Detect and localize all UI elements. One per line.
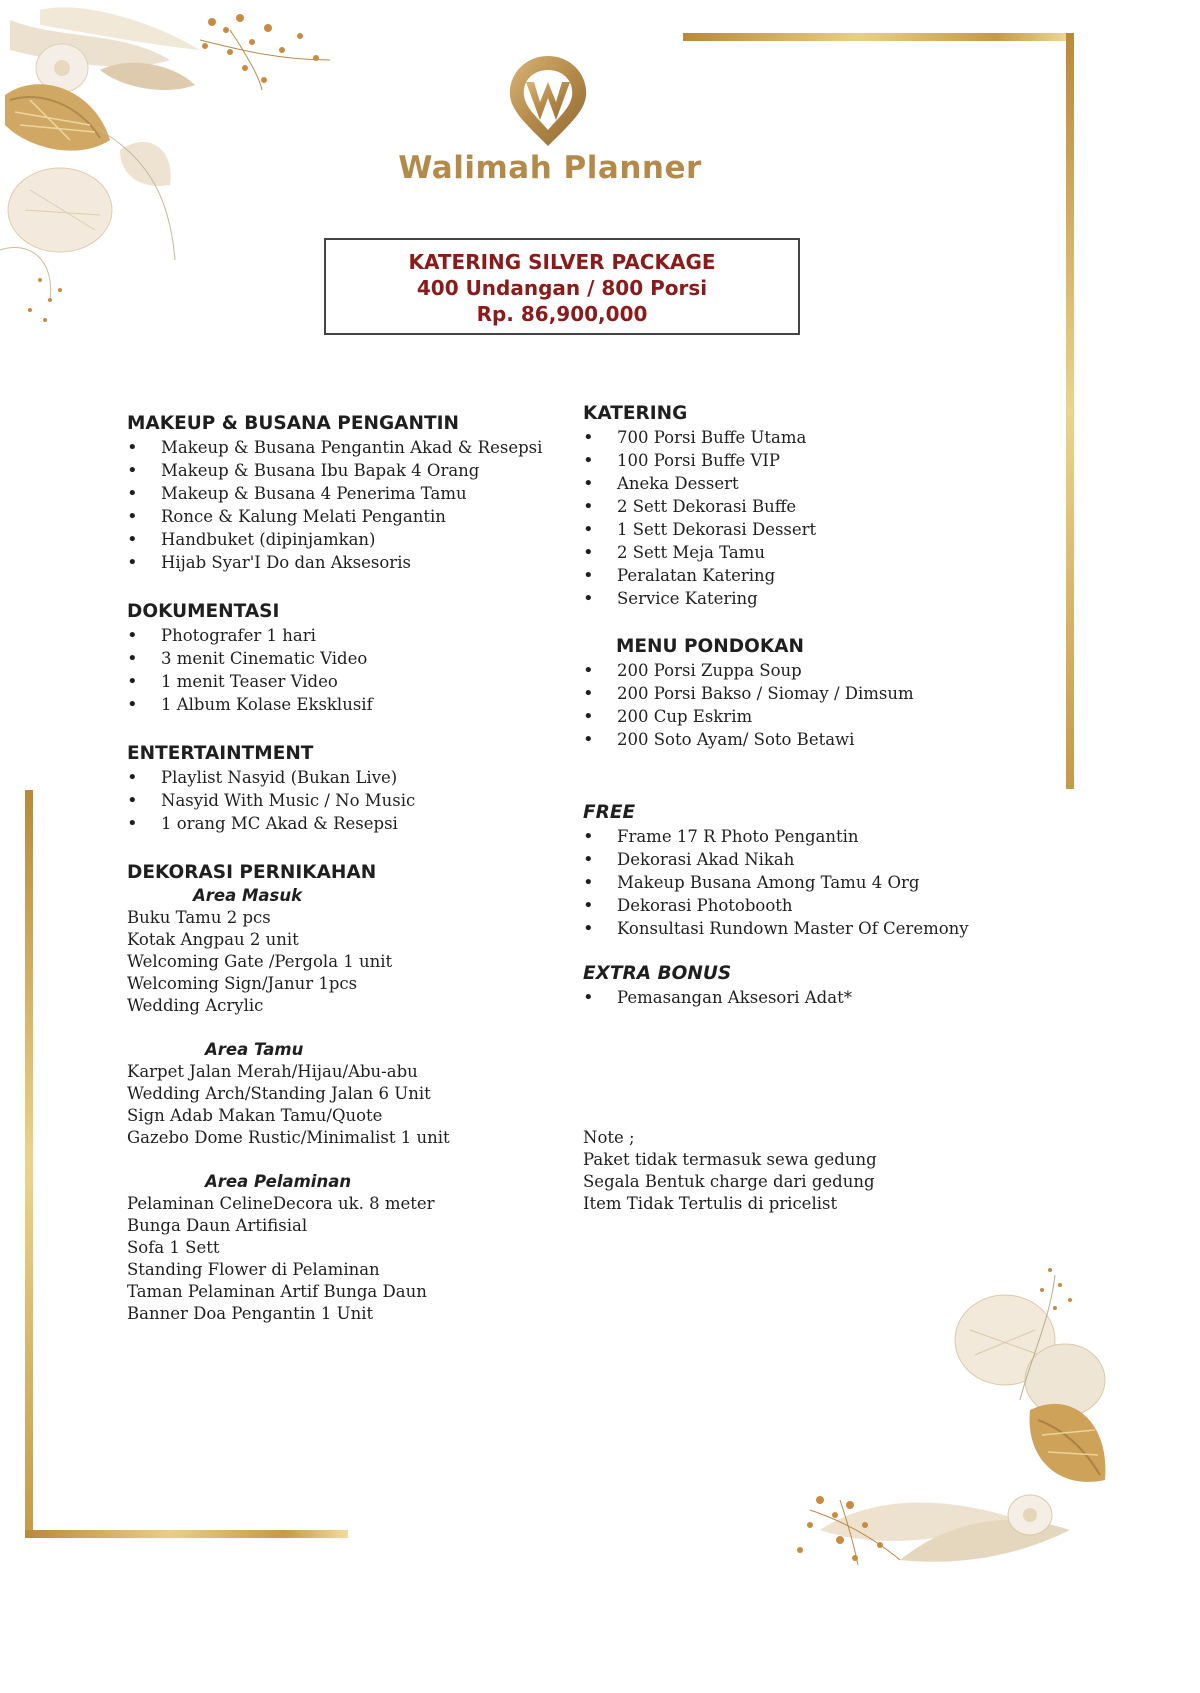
free-heading: FREE <box>583 802 636 823</box>
extra-bonus-heading: EXTRA BONUS <box>583 963 732 984</box>
list-item: Buku Tamu 2 pcs <box>127 908 271 927</box>
list-item: Welcoming Sign/Janur 1pcs <box>127 974 358 993</box>
list-item: • Handbuket (dipinjamkan) <box>127 528 567 551</box>
list-item: • 200 Cup Eskrim <box>583 705 1053 728</box>
note-line: Segala Bentuk charge dari gedung <box>583 1172 875 1191</box>
menu-pondokan-list <box>583 659 1053 751</box>
list-item: • 200 Porsi Bakso / Siomay / Dimsum <box>583 682 1053 705</box>
dekorasi-heading: DEKORASI PERNIKAHAN <box>127 862 377 883</box>
list-item: • Makeup Busana Among Tamu 4 Org <box>583 871 1053 894</box>
list-item: • Aneka Dessert <box>583 472 1053 495</box>
list-item: Sofa 1 Sett <box>127 1238 220 1257</box>
note-title: Note ; <box>583 1128 635 1147</box>
makeup-list <box>127 436 567 574</box>
list-item: • 1 menit Teaser Video <box>127 670 567 693</box>
list-item: • Nasyid With Music / No Music <box>127 789 567 812</box>
makeup-heading: MAKEUP & BUSANA PENGANTIN <box>127 413 459 434</box>
katering-heading: KATERING <box>583 403 688 424</box>
list-item: • Dekorasi Akad Nikah <box>583 848 1053 871</box>
list-item: Taman Pelaminan Artif Bunga Daun <box>127 1282 427 1301</box>
note-line: Item Tidak Tertulis di pricelist <box>583 1194 838 1213</box>
brand-name: Walimah Planner <box>398 150 702 186</box>
area-masuk-title: Area Masuk <box>193 886 303 905</box>
area-tamu-title: Area Tamu <box>205 1040 304 1059</box>
katering-list <box>583 426 1053 610</box>
list-item: Banner Doa Pengantin 1 Unit <box>127 1304 374 1323</box>
frame-left-line <box>25 790 33 1538</box>
list-item: • Peralatan Katering <box>583 564 1053 587</box>
list-item: • 700 Porsi Buffe Utama <box>583 426 1053 449</box>
floral-corner-bottom-right <box>780 1260 1111 1568</box>
list-item: Wedding Arch/Standing Jalan 6 Unit <box>127 1084 431 1103</box>
list-item: • Dekorasi Photobooth <box>583 894 1053 917</box>
walimah-planner-logo-icon <box>500 52 596 148</box>
list-item: • 1 Album Kolase Eksklusif <box>127 693 567 716</box>
note-line: Paket tidak termasuk sewa gedung <box>583 1150 877 1169</box>
left-column <box>127 412 567 1325</box>
list-item: Pelaminan CelineDecora uk. 8 meter <box>127 1194 435 1213</box>
list-item: • Playlist Nasyid (Bukan Live) <box>127 766 567 789</box>
list-item: • 2 Sett Meja Tamu <box>583 541 1053 564</box>
list-item: • Pemasangan Aksesori Adat* <box>583 986 1053 1009</box>
list-item: • Makeup & Busana Pengantin Akad & Resepsi <box>127 436 567 459</box>
list-item: Gazebo Dome Rustic/Minimalist 1 unit <box>127 1128 450 1147</box>
area-pelaminan-title: Area Pelaminan <box>205 1172 352 1191</box>
right-column <box>583 402 1053 1215</box>
list-item: • 3 menit Cinematic Video <box>127 647 567 670</box>
list-item: • Hijab Syar'I Do dan Aksesoris <box>127 551 567 574</box>
note-block <box>583 1127 1053 1215</box>
list-item: • Frame 17 R Photo Pengantin <box>583 825 1053 848</box>
list-item: • 1 Sett Dekorasi Dessert <box>583 518 1053 541</box>
frame-top-line <box>683 33 1074 41</box>
package-capacity: 400 Undangan / 800 Porsi <box>416 276 708 300</box>
frame-bottom-line <box>25 1530 348 1538</box>
list-item: Wedding Acrylic <box>127 996 264 1015</box>
package-name: KATERING SILVER PACKAGE <box>408 250 716 274</box>
entertainment-list <box>127 766 567 835</box>
list-item: • Service Katering <box>583 587 1053 610</box>
extra-bonus-list <box>583 986 1053 1009</box>
list-item: • Konsultasi Rundown Master Of Ceremony <box>583 917 1053 940</box>
entertainment-heading: ENTERTAINTMENT <box>127 743 314 764</box>
list-item: Sign Adab Makan Tamu/Quote <box>127 1106 383 1125</box>
list-item: Standing Flower di Pelaminan <box>127 1260 380 1279</box>
list-item: Welcoming Gate /Pergola 1 unit <box>127 952 393 971</box>
dokumentasi-list <box>127 624 567 716</box>
list-item: Bunga Daun Artifisial <box>127 1216 308 1235</box>
list-item: • 1 orang MC Akad & Resepsi <box>127 812 567 835</box>
package-title-box <box>324 238 800 335</box>
dokumentasi-heading: DOKUMENTASI <box>127 601 280 622</box>
menu-pondokan-heading: MENU PONDOKAN <box>616 636 804 657</box>
list-item: • 2 Sett Dekorasi Buffe <box>583 495 1053 518</box>
list-item: • Makeup & Busana 4 Penerima Tamu <box>127 482 567 505</box>
list-item: • 200 Soto Ayam/ Soto Betawi <box>583 728 1053 751</box>
list-item: • Photografer 1 hari <box>127 624 567 647</box>
package-price: Rp. 86,900,000 <box>476 302 648 326</box>
free-list <box>583 825 1053 940</box>
list-item: Karpet Jalan Merah/Hijau/Abu-abu <box>127 1062 418 1081</box>
list-item: • Makeup & Busana Ibu Bapak 4 Orang <box>127 459 567 482</box>
list-item: Kotak Angpau 2 unit <box>127 930 299 949</box>
list-item: • Ronce & Kalung Melati Pengantin <box>127 505 567 528</box>
frame-right-line <box>1066 33 1074 789</box>
list-item: • 100 Porsi Buffe VIP <box>583 449 1053 472</box>
list-item: • 200 Porsi Zuppa Soup <box>583 659 1053 682</box>
